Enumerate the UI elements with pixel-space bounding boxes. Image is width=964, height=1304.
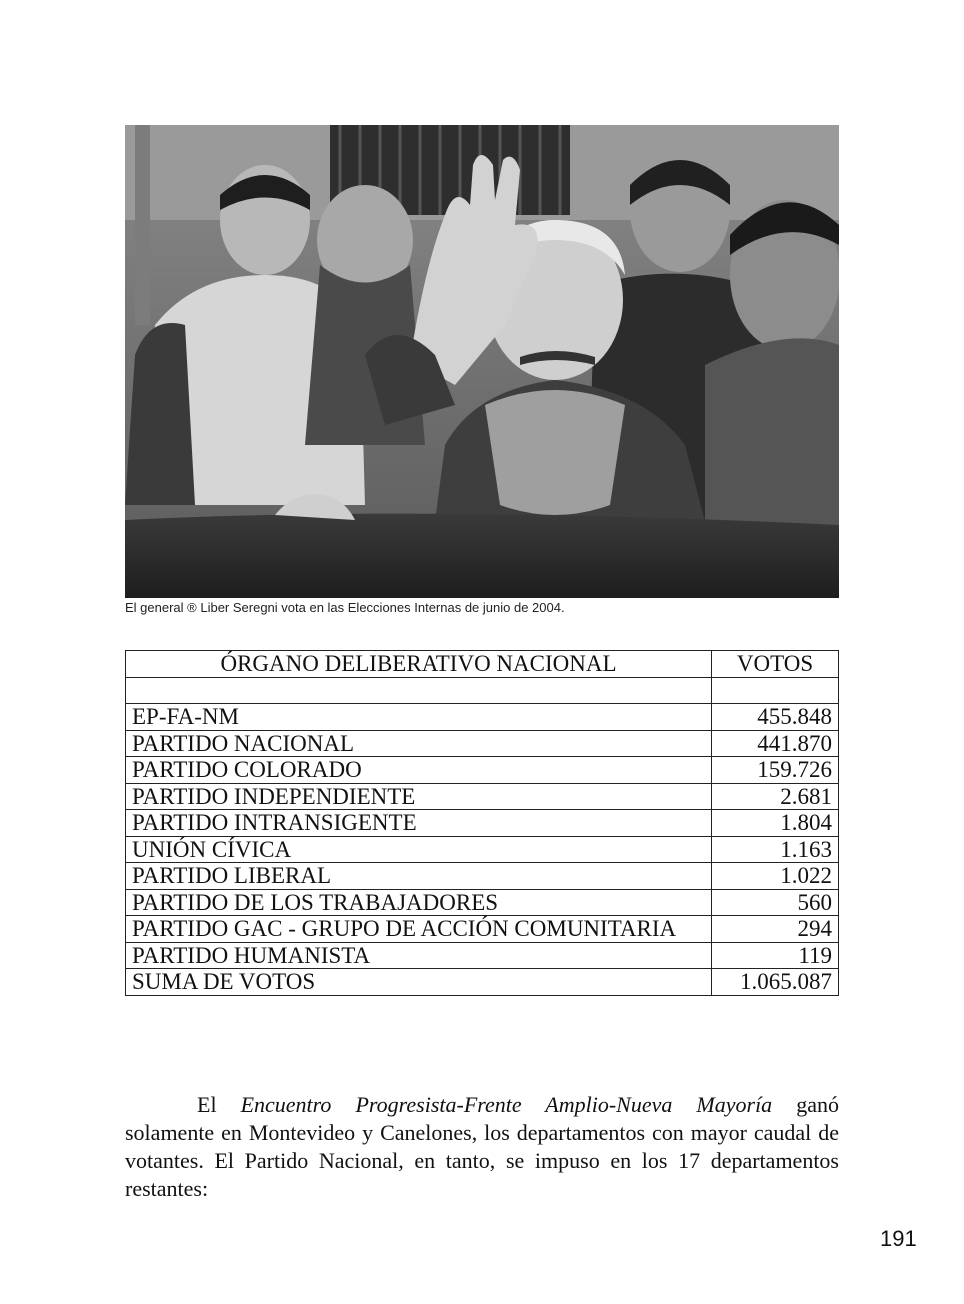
empty-cell: [126, 677, 712, 704]
party-name: PARTIDO INDEPENDIENTE: [126, 783, 712, 810]
table-row-total: [126, 969, 839, 996]
empty-cell: [712, 677, 839, 704]
paragraph-lead: El: [197, 1092, 241, 1117]
table-header-row: [126, 651, 839, 678]
paragraph-italic: Encuentro Progresista-Frente Amplio-Nueva Mayoría: [240, 1092, 773, 1117]
body-paragraph: [125, 1091, 839, 1203]
header-votes: VOTOS: [712, 651, 839, 678]
table-row: [126, 942, 839, 969]
photo-caption: El general ® Liber Seregni vota en las Elecciones Internas de junio de 2004.: [125, 600, 565, 615]
party-name: PARTIDO HUMANISTA: [126, 942, 712, 969]
total-label: SUMA DE VOTOS: [126, 969, 712, 996]
party-votes: 1.022: [712, 863, 839, 890]
party-name: PARTIDO COLORADO: [126, 757, 712, 784]
photo-illustration: [125, 125, 839, 598]
table-row: [126, 810, 839, 837]
table-row-empty: [126, 677, 839, 704]
table-row: [126, 863, 839, 890]
party-votes: 1.804: [712, 810, 839, 837]
party-name: PARTIDO GAC - GRUPO DE ACCIÓN COMUNITARIA: [126, 916, 712, 943]
party-votes: 455.848: [712, 704, 839, 731]
party-votes: 119: [712, 942, 839, 969]
table-row: [126, 916, 839, 943]
party-votes: 441.870: [712, 730, 839, 757]
table-row: [126, 704, 839, 731]
page-number: 191: [880, 1226, 917, 1251]
photo-seregni-voting: [125, 125, 839, 598]
table-row: [126, 730, 839, 757]
party-name: PARTIDO DE LOS TRABAJADORES: [126, 889, 712, 916]
party-name: EP-FA-NM: [126, 704, 712, 731]
party-votes: 560: [712, 889, 839, 916]
total-votes: 1.065.087: [712, 969, 839, 996]
table-row: [126, 889, 839, 916]
header-organ: ÓRGANO DELIBERATIVO NACIONAL: [126, 651, 712, 678]
party-votes: 2.681: [712, 783, 839, 810]
party-votes: 294: [712, 916, 839, 943]
table-row: [126, 783, 839, 810]
paragraph-rest: ganó solamente en Montevideo y Canelones, los departamentos con mayor caudal de votantes. El Partido Nacional, en tanto, se impuso en los 17 departamentos restantes:: [125, 1092, 839, 1201]
party-name: PARTIDO INTRANSIGENTE: [126, 810, 712, 837]
party-name: UNIÓN CÍVICA: [126, 836, 712, 863]
votes-table: [125, 650, 839, 996]
table-row: [126, 757, 839, 784]
party-votes: 1.163: [712, 836, 839, 863]
party-name: PARTIDO LIBERAL: [126, 863, 712, 890]
table-row: [126, 836, 839, 863]
party-name: PARTIDO NACIONAL: [126, 730, 712, 757]
party-votes: 159.726: [712, 757, 839, 784]
